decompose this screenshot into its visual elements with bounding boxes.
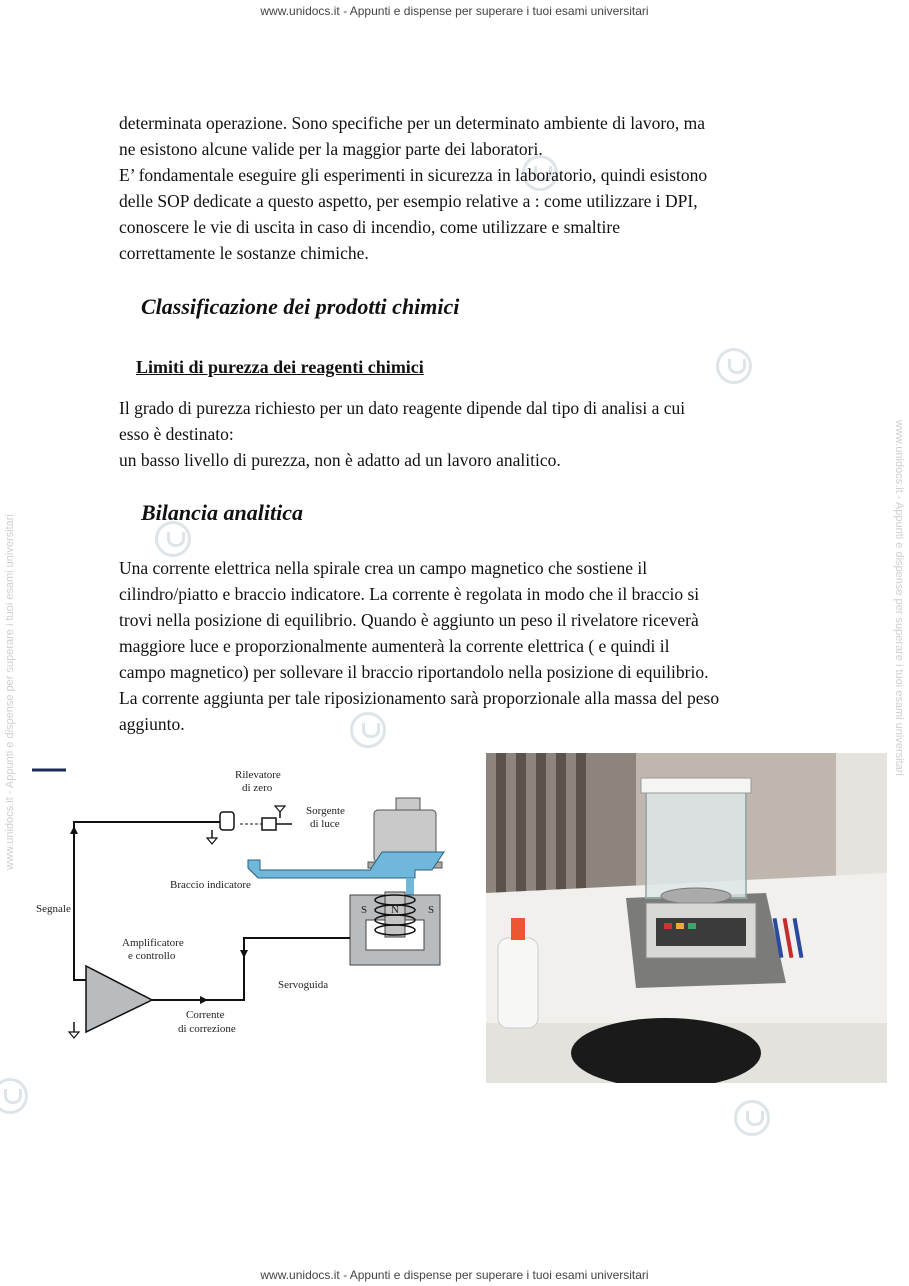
text-line: esso è destinato: <box>119 424 234 444</box>
draft-shield <box>646 788 746 898</box>
text-line: trovi nella posizione di equilibrio. Quando è aggiunto un peso il rivelatore riceverà <box>119 610 699 630</box>
label-corrente: Corrente <box>186 1009 225 1021</box>
pole-s-left-label: S <box>361 904 368 916</box>
right-side-watermark-text: www.unidocs.it - Appunti e dispense per superare i tuoi esami universitari <box>893 420 905 776</box>
text-line: delle SOP dedicate a questo aspetto, per esempio relative a : come utilizzare i DPI, <box>119 191 698 211</box>
text-line: cilindro/piatto e braccio indicatore. La corrente è regolata in modo che il braccio si <box>119 584 700 604</box>
footer-watermark-text: www.unidocs.it - Appunti e dispense per superare i tuoi esami universitari <box>260 1268 649 1282</box>
current-arrow-icon <box>240 950 248 958</box>
label-di-luce: di luce <box>310 818 340 830</box>
text-line: Una corrente elettrica nella spirale crea un campo magnetico che sostiene il <box>119 558 648 578</box>
label-sorgente: Sorgente <box>306 805 345 817</box>
current-arrow-icon <box>200 996 208 1004</box>
text-line: correttamente le sostanze chimiche. <box>119 243 369 263</box>
text-line: aggiunto. <box>119 714 185 734</box>
light-source <box>262 818 276 830</box>
label-amplificatore: Amplificatore <box>122 937 184 949</box>
signal-arrow-icon <box>70 826 78 834</box>
amplifier <box>86 966 152 1032</box>
ground-icon <box>207 838 217 844</box>
right-side-watermark <box>893 420 905 776</box>
text-line: Il grado di purezza richiesto per un dato reagente dipende dal tipo di analisi a cui <box>119 398 686 418</box>
indicator-arm <box>248 852 444 878</box>
label-rilevatore: Rilevatore <box>235 769 281 781</box>
label-e-controllo: e controllo <box>128 950 176 962</box>
label-di-zero: di zero <box>242 782 273 794</box>
text-line: maggiore luce e proporzionalmente aumenterà la corrente elettrica ( e quindi il <box>119 636 670 656</box>
watermark-logo-icon <box>734 1100 770 1136</box>
text-line: determinata operazione. Sono specifiche per un determinato ambiente di lavoro, ma <box>119 113 706 133</box>
weight-top <box>396 798 420 810</box>
footer-watermark <box>0 1268 909 1282</box>
intro-paragraph <box>119 110 809 266</box>
text-line: campo magnetico) per sollevare il braccio riportandolo nella posizione di equilibrio. <box>119 662 709 682</box>
text-line: conoscere le vie di uscita in caso di incendio, come utilizzare e smaltire <box>119 217 620 237</box>
text-line: E’ fondamentale eseguire gli esperimenti in sicurezza in laboratorio, quindi esistono <box>119 165 708 185</box>
label-braccio: Braccio indicatore <box>170 879 251 891</box>
weighing-pan <box>661 888 731 904</box>
wash-bottle <box>498 938 538 1028</box>
watermark-logo-icon <box>155 521 191 557</box>
pole-s-right-label: S <box>428 904 435 916</box>
label-di-correzione: di correzione <box>178 1023 236 1035</box>
heading-limiti-purezza: Limiti di purezza dei reagenti chimici <box>136 357 424 377</box>
ground-icon <box>69 1032 79 1038</box>
bilancia-paragraph <box>119 555 809 737</box>
purezza-paragraph <box>119 395 809 473</box>
text-line: un basso livello di purezza, non è adatto ad un lavoro analitico. <box>119 450 561 470</box>
bottle-cap <box>511 918 525 940</box>
watermark-logo-icon <box>716 348 752 384</box>
label-segnale: Segnale <box>36 903 71 915</box>
header-watermark-text: www.unidocs.it - Appunti e dispense per superare i tuoi esami universitari <box>260 4 649 18</box>
heading-bilancia-analitica: Bilancia analitica <box>141 500 303 525</box>
text-line: ne esistono alcune valide per la maggior parte dei laboratori. <box>119 139 543 159</box>
left-side-watermark-text: www.unidocs.it - Appunti e dispense per superare i tuoi esami universitari <box>4 514 16 870</box>
left-side-watermark <box>4 514 16 870</box>
analytical-balance-photo <box>486 753 887 1083</box>
zero-detector <box>220 812 234 830</box>
watermark-logo-icon <box>0 1078 28 1114</box>
header-watermark <box>0 4 909 18</box>
pole-n-label: N <box>391 904 399 916</box>
text-line: La corrente aggiunta per tale riposizionamento sarà proporzionale alla massa del peso <box>119 688 720 708</box>
label-servoguida: Servoguida <box>278 979 329 991</box>
ground-icon <box>275 806 285 812</box>
heading-classificazione: Classificazione dei prodotti chimici <box>141 294 460 319</box>
balance-diagram <box>30 760 470 1060</box>
